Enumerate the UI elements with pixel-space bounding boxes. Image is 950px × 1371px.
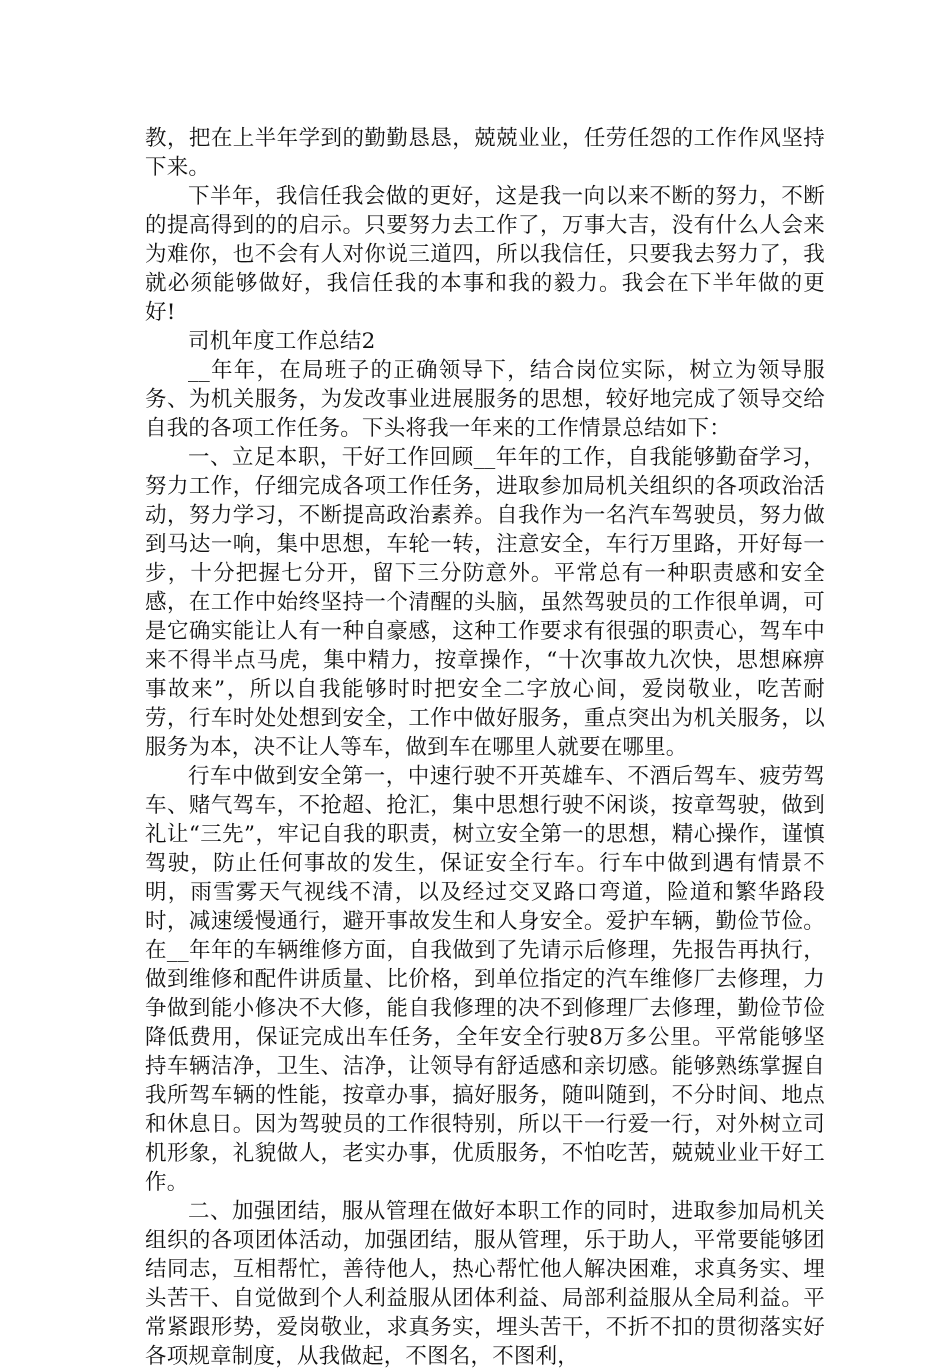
section-heading: 司机年度工作总结2: [188, 329, 376, 354]
paragraph-continuation: 教，把在上半年学到的勤勤恳恳，兢兢业业，任劳任怨的工作作风坚持下来。: [145, 126, 825, 180]
paragraph-intro: __年年，在局班子的正确领导下，结合岗位实际，树立为领导服务、为机关服务，为发改事业进展服务的思想，较好地完成了领导交给自我的各项工作任务。下头将我一年来的工作情景总结如下：: [145, 358, 825, 441]
paragraph-part-one: 一、立足本职，干好工作回顾__年年的工作，自我能够勤奋学习，努力工作，仔细完成各项工作任务，进取参加局机关组织的各项政治活动，努力学习，不断提高政治素养。自我作为一名汽车驾驶员，努力做到马达一响，集中思想，车轮一转，注意安全，车行万里路，开好每一步，十分把握七分开，留下三分防意外。平常总有一种职责感和安全感，在工作中始终坚持一个清醒的头脑，虽然驾驶员的工作很单调，可是它确实能让人有一种自豪感，这种工作要求有很强的职责心，驾车中来不得半点马虎，集中精力，按章操作，“十次事故九次快，思想麻痹事故来”，所以自我能够时时把安全二字放心间，爱岗敬业，吃苦耐劳，行车时处处想到安全，工作中做好服务，重点突出为机关服务，以服务为本，决不让人等车，做到车在哪里人就要在哪里。: [145, 445, 825, 760]
document-page: [145, 124, 825, 1371]
paragraph-second-half-outlook: 下半年，我信任我会做的更好，这是我一向以来不断的努力，不断的提高得到的的启示。只要努力去工作了，万事大吉，没有什么人会来为难你，也不会有人对你说三道四，所以我信任，只要我去努力了，我就必须能够做好，我信任我的本事和我的毅力。我会在下半年做的更好!: [145, 184, 825, 325]
paragraph-part-two: 二、加强团结，服从管理在做好本职工作的同时，进取参加局机关组织的各项团体活动，加强团结，服从管理，乐于助人，平常要能够团结同志，互相帮忙，善待他人，热心帮忙他人解决困难，求真务实、埋头苦干、自觉做到个人利益服从团体利益、局部利益服从全局利益。平常紧跟形势，爱岗敬业，求真务实，埋头苦干，不折不扣的贯彻落实好各项规章制度，从我做起，不图名，不图利，: [145, 1199, 825, 1369]
paragraph-driving-safety: 行车中做到安全第一，中速行驶不开英雄车、不酒后驾车、疲劳驾车、赌气驾车，不抢超、抢汇，集中思想行驶不闲谈，按章驾驶，做到礼让“三先”，牢记自我的职责，树立安全第一的思想，精心操作，谨慎驾驶，防止任何事故的发生，保证安全行车。行车中做到遇有情景不明，雨雪雾天气视线不清，以及经过交叉路口弯道，险道和繁华路段时，减速缓慢通行，避开事故发生和人身安全。爱护车辆，勤俭节俭。在__年年的车辆维修方面，自我做到了先请示后修理，先报告再执行，做到维修和配件讲质量、比价格，到单位指定的汽车维修厂去修理，力争做到能小修决不大修，能自我修理的决不到修理厂去修理，勤俭节俭降低费用，保证完成出车任务，全年安全行驶8万多公里。平常能够坚持车辆洁净，卫生、洁净，让领导有舒适感和亲切感。能够熟练掌握自我所驾车辆的性能，按章办事，搞好服务，随叫随到，不分时间、地点和休息日。因为驾驶员的工作很特别，所以干一行爱一行，对外树立司机形象，礼貌做人，老实办事，优质服务，不怕吃苦，兢兢业业干好工作。: [145, 764, 825, 1195]
